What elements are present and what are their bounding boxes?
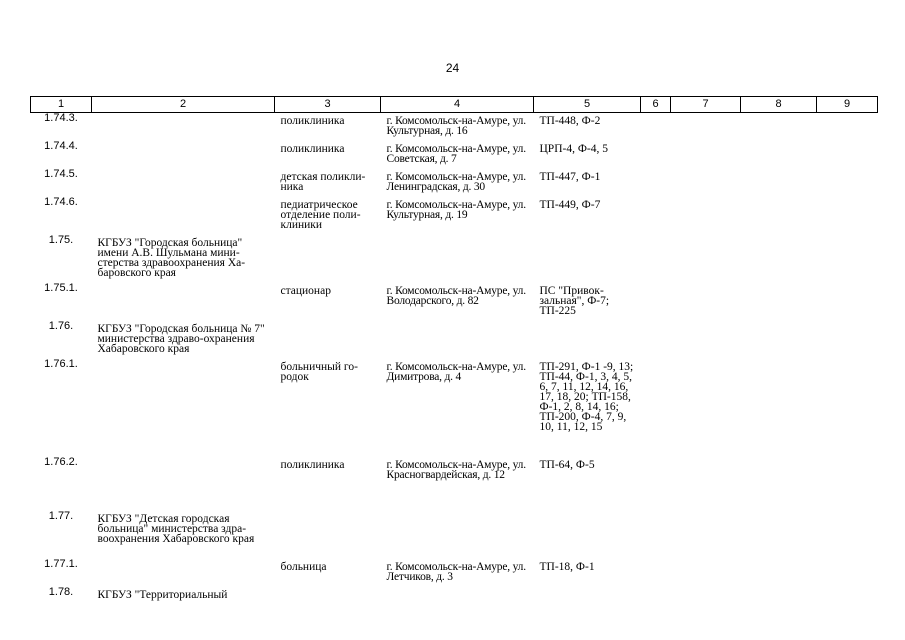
object-cell bbox=[275, 587, 381, 607]
table-row bbox=[31, 235, 878, 283]
power-supply-cell bbox=[534, 235, 641, 283]
row-number: 1.74.3. bbox=[44, 112, 78, 124]
address-cell: г. Комсомольск-на-Амуре, ул. Культурная, д. 19 bbox=[386, 198, 526, 221]
object-cell: больница bbox=[280, 560, 327, 573]
header-col-9: 9 bbox=[817, 97, 878, 113]
row-number: 1.74.6. bbox=[44, 195, 78, 208]
header-col-1: 1 bbox=[31, 97, 92, 113]
table-row bbox=[31, 169, 878, 197]
power-supply-cell: ТП-18, Ф-1 bbox=[539, 560, 595, 573]
organization-cell bbox=[92, 141, 275, 169]
organization-cell bbox=[92, 457, 275, 511]
address-cell bbox=[381, 235, 534, 283]
header-col-3: 3 bbox=[275, 97, 381, 113]
power-supply-cell bbox=[534, 587, 641, 607]
power-supply-cell: ТП-64, Ф-5 bbox=[539, 458, 595, 471]
address-cell bbox=[381, 511, 534, 559]
address-cell: г. Комсомольск-на-Амуре, ул. Красногвардейская, д. 12 bbox=[386, 458, 526, 481]
row-number: 1.76.1. bbox=[44, 357, 78, 370]
address-cell: г. Комсомольск-на-Амуре, ул. Ленинградская, д. 30 bbox=[386, 170, 526, 193]
power-supply-cell: ЦРП-4, Ф-4, 5 bbox=[539, 142, 609, 155]
organization-cell bbox=[92, 197, 275, 235]
row-number: 1.74.4. bbox=[44, 139, 78, 152]
row-number: 1.76.2. bbox=[44, 455, 78, 468]
address-cell: г. Комсомольск-на-Амуре, ул. Культурная, д. 16 bbox=[386, 115, 526, 137]
address-cell: г. Комсомольск-на-Амуре, ул. Володарского, д. 82 bbox=[386, 284, 526, 307]
object-cell: детская поликли-ника bbox=[280, 170, 366, 193]
row-number: 1.76. bbox=[48, 319, 74, 332]
table-row bbox=[31, 113, 878, 141]
organization-cell bbox=[92, 283, 275, 321]
row-number: 1.75. bbox=[48, 233, 74, 246]
object-cell: педиатрическое отделение поли-клиники bbox=[280, 198, 361, 231]
power-supply-cell: ТП-448, Ф-2 bbox=[539, 115, 601, 127]
organization-cell: КГБУЗ "Детская городская больница" министерства здра-воохранения Хабаровского края bbox=[97, 512, 255, 545]
address-cell bbox=[381, 587, 534, 607]
power-supply-cell: ТП-447, Ф-1 bbox=[539, 170, 601, 183]
power-supply-cell bbox=[534, 321, 641, 359]
header-col-6: 6 bbox=[641, 97, 671, 113]
row-number: 1.75.1. bbox=[44, 281, 78, 294]
object-cell bbox=[275, 235, 381, 283]
address-cell: г. Комсомольск-на-Амуре, ул. Летчиков, д. 3 bbox=[386, 560, 526, 583]
object-cell: поликлиника bbox=[280, 458, 345, 471]
power-supply-cell: ТП-449, Ф-7 bbox=[539, 198, 601, 211]
address-cell bbox=[381, 321, 534, 359]
header-col-7: 7 bbox=[671, 97, 741, 113]
object-cell: поликлиника bbox=[280, 115, 345, 127]
table-row bbox=[31, 587, 878, 607]
data-table bbox=[30, 96, 878, 607]
header-col-2: 2 bbox=[92, 97, 275, 113]
page-number: 24 bbox=[445, 61, 460, 75]
row-number: 1.77. bbox=[48, 509, 74, 522]
organization-cell bbox=[92, 359, 275, 457]
object-cell: больничный го-родок bbox=[280, 360, 358, 383]
header-col-4: 4 bbox=[381, 97, 534, 113]
object-cell: стационар bbox=[280, 284, 331, 297]
table-row bbox=[31, 457, 878, 511]
object-cell: поликлиника bbox=[280, 142, 345, 155]
row-number: 1.74.5. bbox=[44, 167, 78, 180]
object-cell bbox=[275, 511, 381, 559]
table-row bbox=[31, 559, 878, 587]
table-row bbox=[31, 511, 878, 559]
organization-cell bbox=[92, 113, 275, 141]
row-number: 1.78. bbox=[48, 585, 74, 598]
power-supply-cell: ТП-291, Ф-1 -9, 13; ТП-44, Ф-1, 3, 4, 5, 6, 7, 11, 12, 14, 16, 17, 18, 20; ТП-158, Ф-1, 2, 8, 14, 16; ТП-200, Ф-4, 7, 9, 10, 11, 12, 15 bbox=[539, 360, 634, 433]
table-header bbox=[31, 97, 878, 113]
power-supply-cell bbox=[534, 511, 641, 559]
address-cell: г. Комсомольск-на-Амуре, ул. Димитрова, д. 4 bbox=[386, 360, 526, 383]
organization-cell: КГБУЗ "Городская больница № 7" министерства здраво-охранения Хабаровского края bbox=[97, 322, 265, 355]
row-number: 1.77.1. bbox=[44, 557, 78, 570]
table-row bbox=[31, 359, 878, 457]
address-cell: г. Комсомольск-на-Амуре, ул. Советская, д. 7 bbox=[386, 142, 526, 165]
organization-cell bbox=[92, 559, 275, 587]
table-row bbox=[31, 141, 878, 169]
table-row bbox=[31, 321, 878, 359]
header-col-8: 8 bbox=[741, 97, 817, 113]
organization-cell: КГБУЗ "Городская больница" имени А.В. Шульмана мини-стерства здравоохранения Ха-баровского края bbox=[97, 236, 246, 279]
power-supply-cell: ПС "Привок-зальная", Ф-7; ТП-225 bbox=[539, 284, 610, 317]
organization-cell: КГБУЗ "Территориальный bbox=[97, 588, 228, 601]
organization-cell bbox=[92, 169, 275, 197]
object-cell bbox=[275, 321, 381, 359]
table-row bbox=[31, 197, 878, 235]
header-col-5: 5 bbox=[534, 97, 641, 113]
table-row bbox=[31, 283, 878, 321]
